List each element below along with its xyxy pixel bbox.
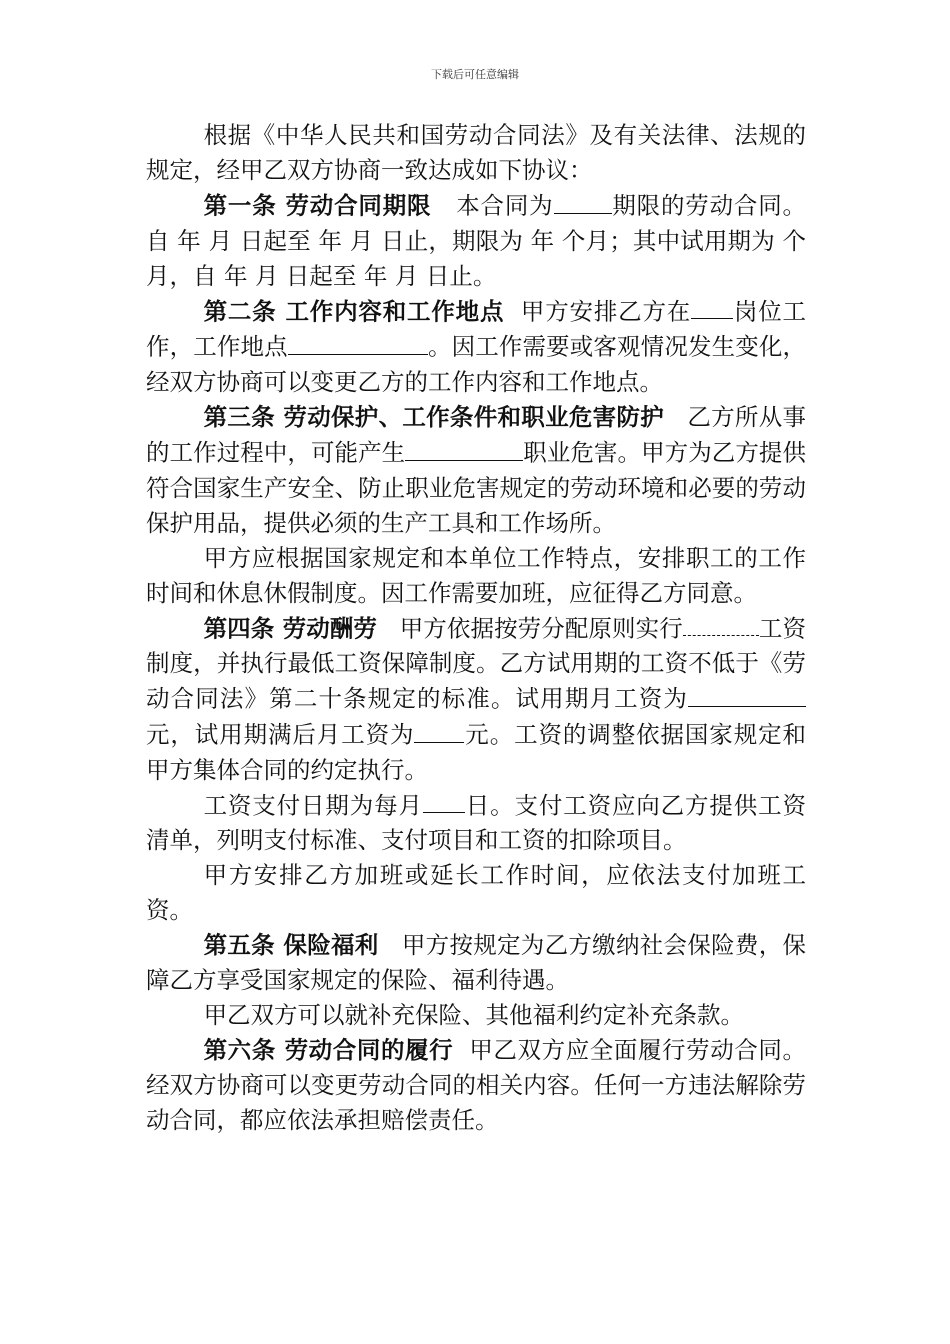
blank-probation-wage [688,681,806,707]
article-2-text-2: 岗位工作，工作地点 [146,297,807,362]
article-6-title: 第六条 劳动合同的履行 [203,1036,454,1065]
article-2-text: 甲方安排乙方在 [520,297,692,326]
blank-pay-day [423,788,465,814]
article-4 [146,611,806,788]
intro-paragraph: 根据《中华人民共和国劳动合同法》及有关法律、法规的规定，经甲乙双方协商一致达成如下协议： [146,121,806,184]
blank-wage-system [683,611,759,637]
blank-work-location [288,329,428,355]
blank-regular-wage [414,717,464,743]
article-1-title: 第一条 劳动合同期限 [203,191,432,220]
article-4-text-2: 工资制度，并执行最低工资保障制度。乙方试用期的工资不低于《劳动合同法》第二十条规定的标准。试用期月工资为 [146,614,807,714]
article-5 [146,928,806,998]
article-2-title: 第二条 工作内容和工作地点 [203,297,505,326]
article-6-text: 甲乙双方应全面履行劳动合同。经双方协商可以变更劳动合同的相关内容。任何一方违法解除劳动合同，都应依法承担赔偿责任。 [146,1036,806,1135]
article-4-paragraph-2 [146,788,806,859]
article-1 [146,188,806,294]
article-5-paragraph-2: 甲乙双方可以就补充保险、其他福利约定补充条款。 [203,1001,745,1030]
blank-hazard [405,435,523,461]
article-2 [146,294,806,400]
pay-date-text-2: 日。支付工资应向乙方提供工资清单，列明支付标准、支付项目和工资的扣除项目。 [146,791,807,855]
article-5-text: 甲方按规定为乙方缴纳社会保险费，保障乙方享受国家规定的保险、福利待遇。 [146,931,806,995]
article-3-text: 乙方所从事的工作过程中，可能产生 [146,403,806,467]
article-5-title: 第五条 保险福利 [203,931,379,960]
article-1-text-2: 期限的劳动合同。自 年 月 日起至 年 月 日止，期限为 年 个月；其中试用期为 个月，自 年 月 日起至 年 月 日止。 [146,191,807,290]
pay-date-text: 工资支付日期为每月 [203,791,423,820]
page-header: 下载后可任意编辑 [431,68,519,81]
article-1-text: 本合同为 [456,191,554,220]
article-2-text-3: 。因工作需要或客观情况发生变化，经双方协商可以变更乙方的工作内容和工作地点。 [146,333,807,397]
contract-body [146,118,806,1138]
article-4-text-4: 元。工资的调整依据国家规定和甲方集体合同的约定执行。 [146,720,807,784]
article-3-title: 第三条 劳动保护、工作条件和职业危害防护 [203,403,665,432]
article-3-paragraph-2: 甲方应根据国家规定和本单位工作特点，安排职工的工作时间和休息休假制度。因工作需要加班，应征得乙方同意。 [146,543,806,607]
article-3 [146,400,806,541]
blank-position [691,294,733,320]
article-4-text: 甲方依据按劳分配原则实行 [399,614,683,643]
blank-contract-term [554,188,612,214]
article-4-title: 第四条 劳动酬劳 [203,614,377,643]
article-6 [146,1033,806,1138]
article-4-paragraph-3: 甲方安排乙方加班或延长工作时间，应依法支付加班工资。 [146,861,806,925]
article-4-text-3: 元，试用期满后月工资为 [146,720,415,749]
article-3-text-2: 职业危害。甲方为乙方提供符合国家生产安全、防止职业危害规定的劳动环境和必要的劳动保护用品，提供必须的生产工具和工作场所。 [146,438,807,537]
